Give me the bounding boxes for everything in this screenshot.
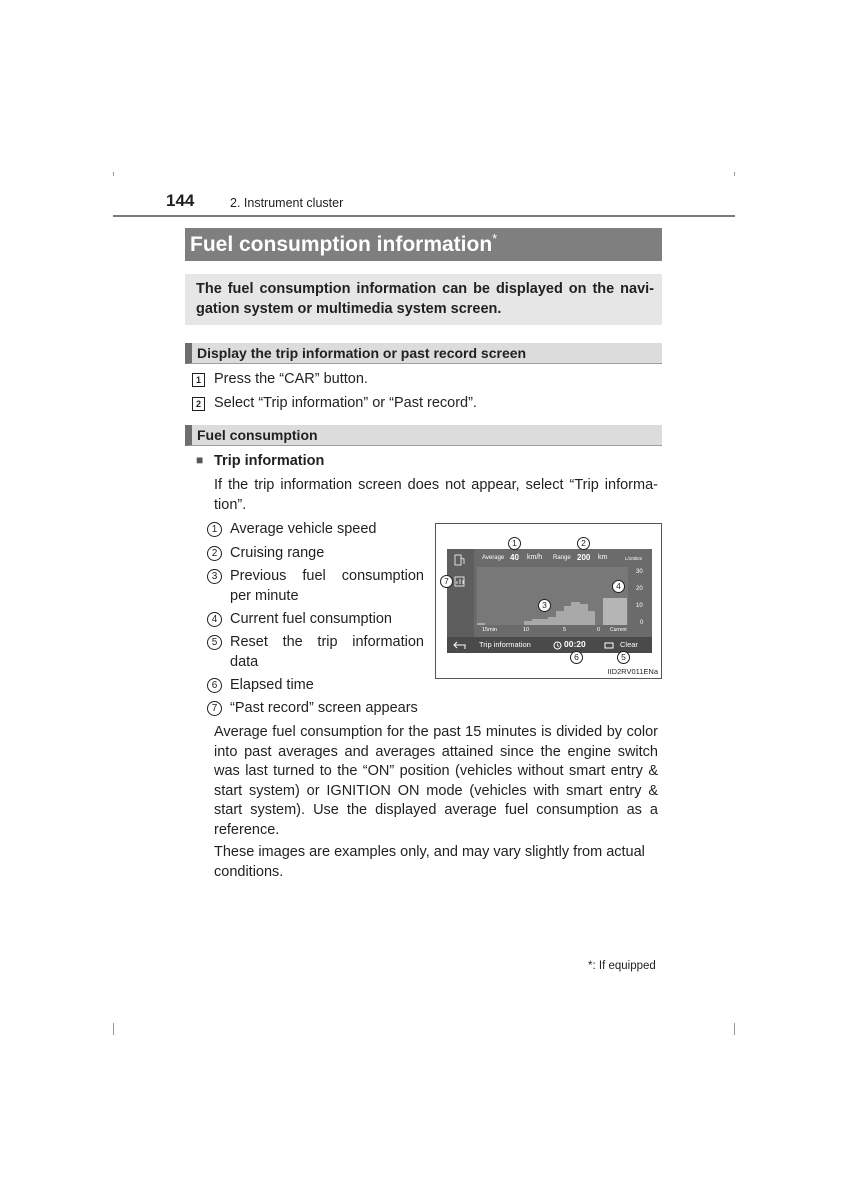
x-tick: 5 bbox=[563, 627, 567, 633]
callout-6: 6 bbox=[570, 651, 583, 664]
callout-4: 4 bbox=[612, 580, 625, 593]
crop-mark bbox=[113, 1023, 114, 1035]
elapsed-time: 00:20 bbox=[564, 639, 586, 649]
clock-icon bbox=[553, 641, 562, 650]
x-tick: 15min bbox=[482, 627, 497, 633]
legend-number: 3 bbox=[207, 569, 222, 584]
crop-mark bbox=[734, 172, 735, 176]
average-unit: km/h bbox=[527, 554, 543, 561]
back-arrow-icon[interactable] bbox=[453, 641, 467, 650]
callout-3: 3 bbox=[538, 599, 551, 612]
legend-item bbox=[207, 633, 424, 673]
x-tick: Current bbox=[610, 627, 627, 633]
legend-text: Reset the trip information bbox=[230, 634, 424, 650]
footnote bbox=[588, 960, 656, 972]
current-bar bbox=[603, 598, 627, 625]
clear-icon bbox=[604, 641, 615, 650]
fuel-pump-icon bbox=[453, 554, 467, 566]
legend-text: Elapsed time bbox=[230, 677, 314, 693]
step-number: 1 bbox=[192, 373, 205, 387]
crop-mark bbox=[113, 172, 114, 176]
range-label: Range bbox=[553, 555, 571, 561]
past-record-icon bbox=[453, 575, 467, 587]
legend-text: Previous fuel consumption bbox=[230, 568, 424, 584]
minute-bar bbox=[587, 611, 595, 625]
x-tick: 0 bbox=[597, 627, 601, 633]
section-heading-display: Display the trip information or past record screen bbox=[185, 343, 662, 364]
legend-item bbox=[207, 520, 424, 540]
legend-number: 7 bbox=[207, 701, 222, 716]
unit-label: L/100km bbox=[625, 556, 643, 561]
intro-box: The fuel consumption information can be displayed on the navi-gation system or multimedia system screen. bbox=[185, 274, 662, 325]
trip-info-figure bbox=[435, 523, 662, 679]
legend-number: 1 bbox=[207, 522, 222, 537]
legend-number: 5 bbox=[207, 635, 222, 650]
legend-number: 4 bbox=[207, 612, 222, 627]
range-value: 200 bbox=[577, 553, 591, 562]
legend-number: 2 bbox=[207, 546, 222, 561]
chapter-title: 2. Instrument cluster bbox=[230, 196, 344, 210]
legend-item bbox=[207, 567, 424, 607]
y-tick: 10 bbox=[636, 603, 643, 609]
legend-text: “Past record” screen appears bbox=[230, 700, 418, 716]
title-asterisk: * bbox=[492, 231, 498, 246]
legend-text: Current fuel consumption bbox=[230, 611, 392, 627]
title-text: Fuel consumption information bbox=[190, 233, 493, 256]
callout-7: 7 bbox=[440, 575, 453, 588]
step-number: 2 bbox=[192, 397, 205, 411]
paragraph: Average fuel consumption for the past 15 minutes is divided by color into past averages and averages attained since the engine switch was last turned to the “ON” position (vehicles without smart entry & start system) or IGNITION ON mode (vehicles with smart entry & start system). Use the displayed average fuel consumption as a reference. bbox=[214, 724, 658, 838]
average-value: 40 bbox=[510, 553, 519, 562]
clear-button[interactable]: Clear bbox=[620, 640, 638, 649]
legend-item bbox=[207, 610, 424, 630]
legend-number: 6 bbox=[207, 678, 222, 693]
figure-code: IID2RV011ENa bbox=[607, 667, 658, 676]
legend-item bbox=[207, 676, 424, 696]
y-tick: 20 bbox=[636, 586, 643, 592]
page-title bbox=[185, 228, 662, 261]
legend-text: Cruising range bbox=[230, 545, 325, 561]
y-tick: 0 bbox=[640, 620, 644, 626]
page-number: 144 bbox=[166, 191, 195, 210]
trip-info-label: Trip information bbox=[479, 640, 531, 649]
callout-2: 2 bbox=[577, 537, 590, 550]
step-text: Press the “CAR” button. bbox=[214, 371, 368, 387]
callout-1: 1 bbox=[508, 537, 521, 550]
legend-item bbox=[207, 544, 424, 564]
bullet-square-icon: ■ bbox=[196, 453, 204, 467]
chart-area bbox=[477, 567, 628, 625]
legend-text: Average vehicle speed bbox=[230, 521, 377, 537]
paragraph: These images are examples only, and may vary slightly from actual conditions. bbox=[214, 844, 645, 880]
legend-item bbox=[207, 699, 424, 719]
subheading: Trip information bbox=[214, 453, 325, 469]
range-unit: km bbox=[598, 554, 608, 561]
legend-text: data bbox=[230, 653, 259, 670]
x-tick: 10 bbox=[523, 627, 530, 633]
paragraph: If the trip information screen does not appear, select “Trip informa-tion”. bbox=[214, 477, 658, 513]
crop-mark bbox=[734, 1023, 735, 1035]
footnote-text: : If equipped bbox=[592, 960, 656, 972]
y-tick: 30 bbox=[636, 569, 643, 575]
footnote-mark: * bbox=[588, 960, 593, 972]
header-divider bbox=[113, 215, 735, 217]
average-label: Average bbox=[482, 555, 505, 561]
legend-text: per minute bbox=[230, 587, 299, 604]
minute-bar bbox=[477, 623, 485, 625]
section-heading-fuel: Fuel consumption bbox=[185, 425, 662, 446]
callout-5: 5 bbox=[617, 651, 630, 664]
step-text: Select “Trip information” or “Past record”. bbox=[214, 395, 477, 411]
